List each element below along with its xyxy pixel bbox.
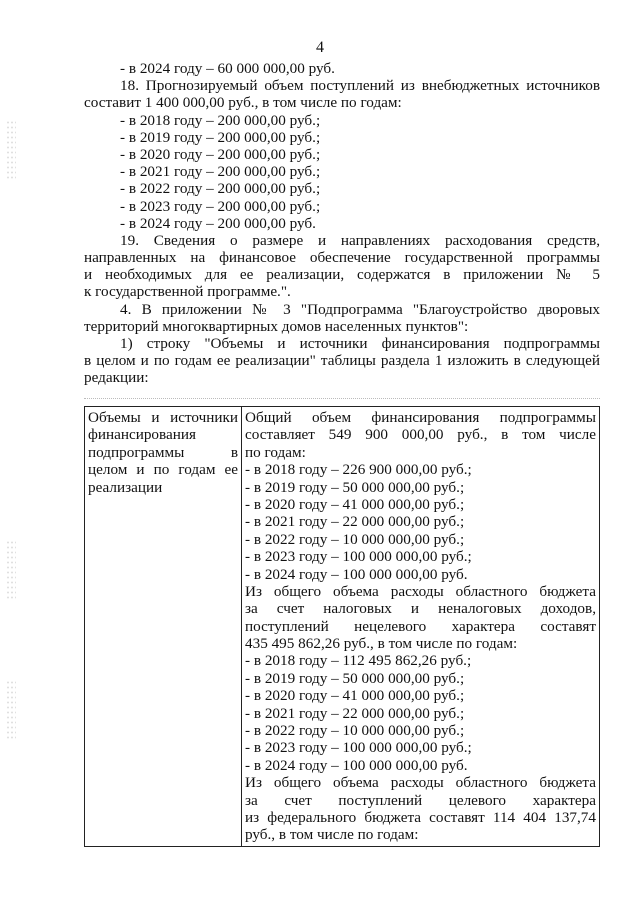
cell-line: из федерального бюджета составят 114 404 137,74 xyxy=(245,808,596,826)
text-line: - в 2019 году – 200 000,00 руб.; xyxy=(120,128,321,146)
cell-line: - в 2024 году – 100 000 000,00 руб. xyxy=(245,756,468,774)
text-line: в целом и по годам ее реализации" таблицы раздела 1 изложить в следующей xyxy=(84,352,600,370)
text-line: и необходимых для ее реализации, содержатся в приложении № 5 xyxy=(84,266,600,284)
text-line: - в 2024 году – 200 000,00 руб. xyxy=(120,214,316,232)
cell-line: - в 2022 году – 10 000 000,00 руб.; xyxy=(245,722,465,740)
text-line: составит 1 400 000,00 руб., в том числе по годам: xyxy=(84,94,402,112)
body-text xyxy=(84,60,600,387)
cell-line: Общий объем финансирования подпрограммы xyxy=(245,409,596,426)
table-cell-value xyxy=(242,407,600,847)
cell-line: - в 2019 году – 50 000 000,00 руб.; xyxy=(245,478,465,496)
text-line: к государственной программе.". xyxy=(84,283,291,301)
cell-line: - в 2021 году – 22 000 000,00 руб.; xyxy=(245,704,465,722)
text-line: 4. В приложении № 3 "Подпрограмма "Благоустройство дворовых xyxy=(120,300,600,318)
cell-line: - в 2021 году – 22 000 000,00 руб.; xyxy=(245,513,465,531)
text-line: - в 2021 году – 200 000,00 руб.; xyxy=(120,163,321,181)
table-cell-label xyxy=(85,407,242,847)
scan-artifact xyxy=(6,120,16,180)
page-number: 4 xyxy=(316,39,324,56)
text-line: - в 2018 году – 200 000,00 руб.; xyxy=(120,111,321,129)
cell-line: Из общего объема расходы областного бюджета xyxy=(245,582,596,600)
text-line: 18. Прогнозируемый объем поступлений из внебюджетных источников xyxy=(120,77,600,95)
parameters-table xyxy=(84,406,600,847)
cell-line: реализации xyxy=(88,478,163,496)
table-row xyxy=(85,407,600,847)
cell-line: - в 2023 году – 100 000 000,00 руб.; xyxy=(245,548,472,566)
cell-line: - в 2024 году – 100 000 000,00 руб. xyxy=(245,565,468,583)
text-line: - в 2023 году – 200 000,00 руб.; xyxy=(120,197,321,215)
scan-artifact xyxy=(6,540,16,600)
cell-line: за счет поступлений целевого характера xyxy=(245,791,596,809)
cell-line: финансирования xyxy=(88,426,196,444)
text-line: - в 2022 году – 200 000,00 руб.; xyxy=(120,180,321,198)
cell-line: - в 2019 году – 50 000 000,00 руб.; xyxy=(245,669,465,687)
cell-line: поступлений нецелевого характера составят xyxy=(245,617,596,635)
cell-line: по годам: xyxy=(245,443,306,461)
cell-line: Объемы и источники xyxy=(88,409,238,426)
cell-line: Из общего объема расходы областного бюджета xyxy=(245,774,596,792)
text-line: - в 2020 году – 200 000,00 руб.; xyxy=(120,145,321,163)
cell-line: за счет налоговых и неналоговых доходов, xyxy=(245,600,596,618)
separator xyxy=(84,398,600,403)
text-line: редакции: xyxy=(84,369,149,387)
cell-line: подпрограммы в xyxy=(88,443,238,461)
text-line: 1) строку "Объемы и источники финансирования подпрограммы xyxy=(120,335,600,352)
cell-line: - в 2018 году – 112 495 862,26 руб.; xyxy=(245,652,472,670)
cell-line: составляет 549 900 000,00 руб., в том числе xyxy=(245,426,596,444)
text-line: направленных на финансовое обеспечение государственной программы xyxy=(84,249,600,267)
text-line: 19. Сведения о размере и направлениях расходования средств, xyxy=(120,231,600,249)
text-line: - в 2024 году – 60 000 000,00 руб. xyxy=(120,60,335,77)
scan-artifact xyxy=(6,680,16,740)
cell-line: - в 2023 году – 100 000 000,00 руб.; xyxy=(245,739,472,757)
cell-line: - в 2018 году – 226 900 000,00 руб.; xyxy=(245,461,472,479)
cell-line: 435 495 862,26 руб., в том числе по годам: xyxy=(245,635,518,653)
cell-line: целом и по годам ее xyxy=(88,461,238,479)
cell-line: - в 2020 году – 41 000 000,00 руб.; xyxy=(245,495,465,513)
cell-line: - в 2020 году – 41 000 000,00 руб.; xyxy=(245,687,465,705)
text-line: территорий многоквартирных домов населенных пунктов": xyxy=(84,317,469,335)
cell-line: руб., в том числе по годам: xyxy=(245,826,419,844)
cell-line: - в 2022 году – 10 000 000,00 руб.; xyxy=(245,530,465,548)
